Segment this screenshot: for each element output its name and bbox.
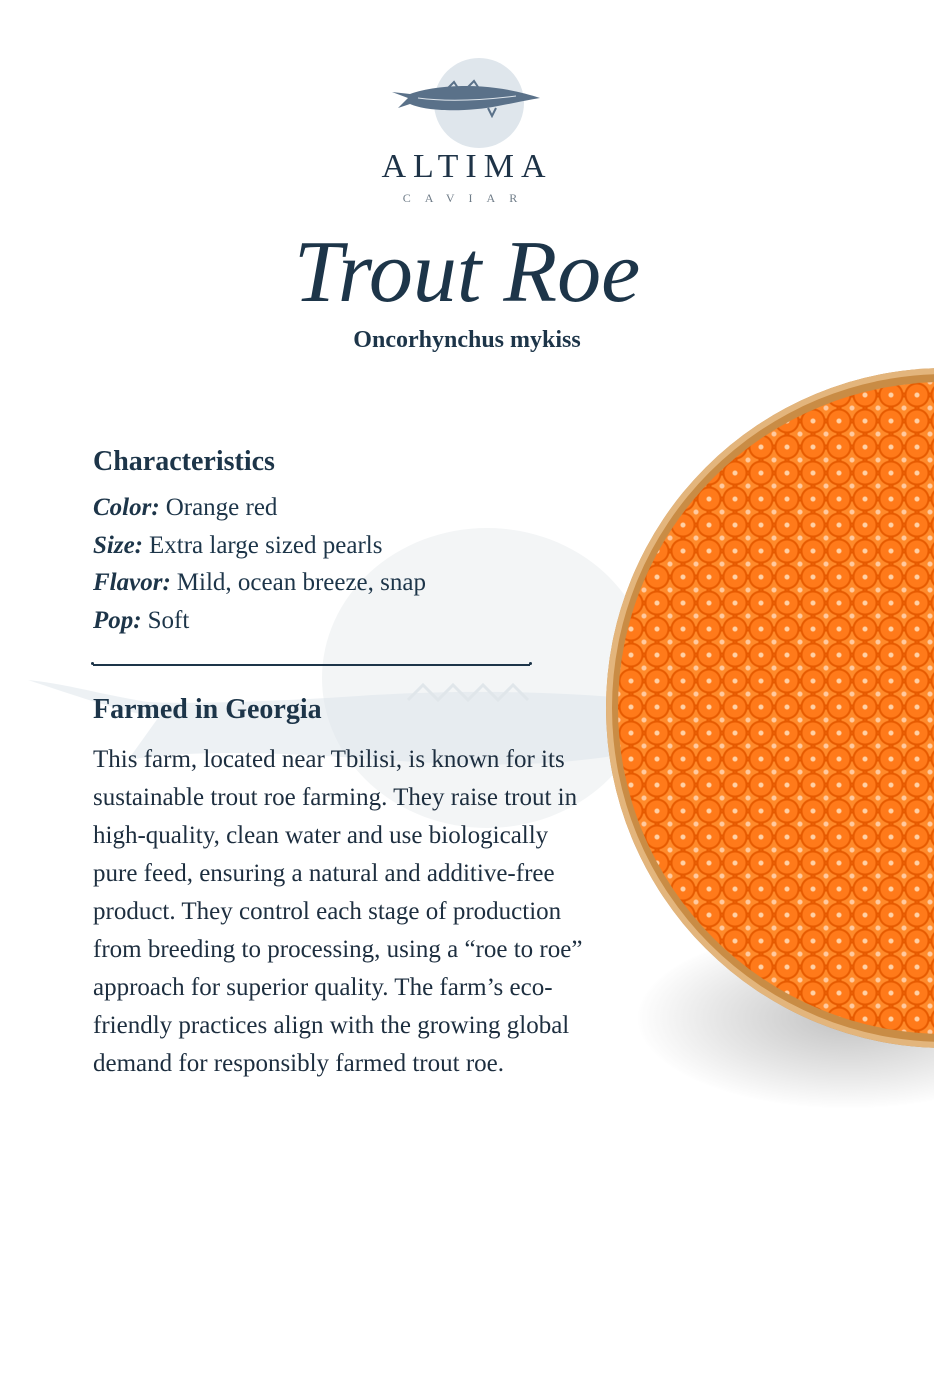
spec-value: Orange red xyxy=(165,494,278,521)
spec-size xyxy=(93,532,382,560)
spec-pop xyxy=(93,607,189,635)
characteristics-heading: Characteristics xyxy=(93,446,275,477)
spec-label: Color: xyxy=(93,494,160,521)
brand-name: ALTIMA xyxy=(381,148,553,185)
origin-description: This farm, located near Tbilisi, is known for its sustainable trout roe farming. They raise trout in high-quality, clean water and use biologically pure feed, ensuring a natural and additive-free product. They control each stage of production from breeding to processing, using a “roe to roe” approach for superior quality. The farm’s eco-friendly practices align with the growing global demand for responsibly farmed trout roe. xyxy=(93,746,583,1077)
spec-value: Mild, ocean breeze, snap xyxy=(176,569,426,596)
roe-bowl-image xyxy=(598,368,934,1138)
spec-value: Extra large sized pearls xyxy=(149,532,383,559)
sturgeon-logo-icon xyxy=(388,78,544,118)
section-divider xyxy=(93,664,530,666)
spec-label: Size: xyxy=(93,532,143,559)
trout-roe-pearls xyxy=(618,382,934,1034)
origin-heading: Farmed in Georgia xyxy=(93,694,322,725)
spec-value: Soft xyxy=(147,607,190,634)
brand-subtitle: CAVIAR xyxy=(402,191,532,205)
spec-flavor xyxy=(93,569,426,597)
page-title: Trout Roe xyxy=(293,224,641,321)
spec-label: Pop: xyxy=(93,607,142,634)
spec-label: Flavor: xyxy=(93,569,171,596)
latin-name: Oncorhynchus mykiss xyxy=(353,327,581,353)
spec-color xyxy=(93,494,277,522)
